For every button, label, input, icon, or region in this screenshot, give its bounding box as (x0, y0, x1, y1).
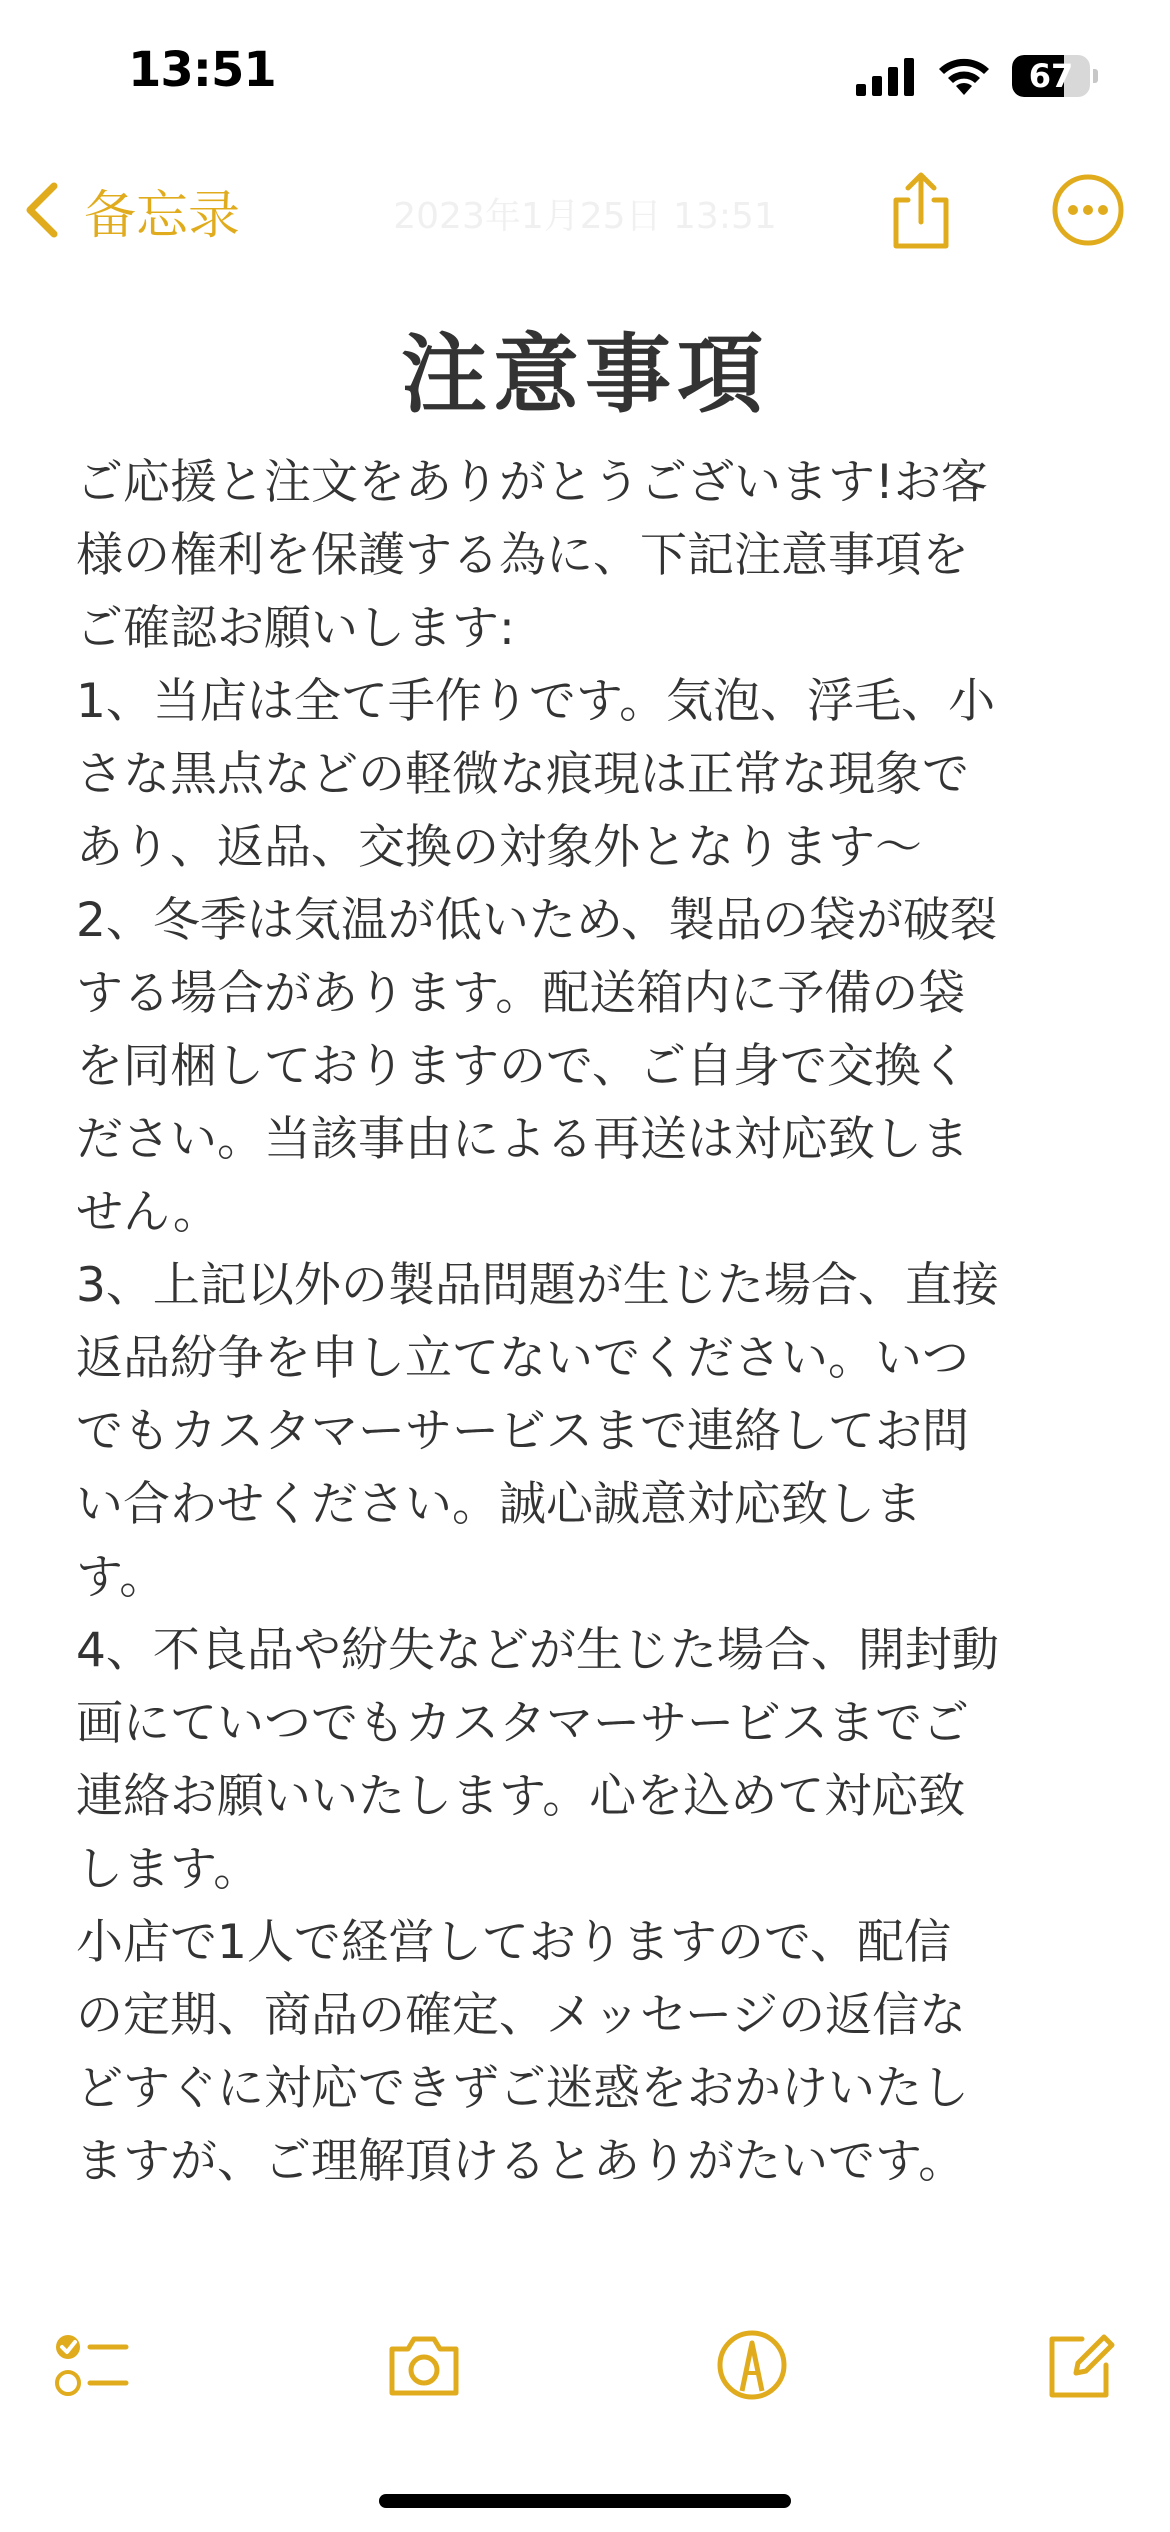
status-time: 13:51 (128, 42, 276, 98)
wifi-icon (936, 55, 992, 97)
more-icon (1050, 172, 1126, 248)
note-line: 様の権利を保護する為に、下記注意事項を (76, 528, 969, 583)
note-line: ご確認お願いします: (76, 601, 515, 656)
note-line: す。 (76, 1550, 167, 1605)
compose-button[interactable] (1040, 2325, 1120, 2405)
note-line: さな黒点などの軽微な痕現は正常な現象で (76, 747, 969, 802)
note-date: 2023年1月25日 13:51 (393, 196, 777, 237)
note-line: します。 (76, 1842, 261, 1897)
note-line: 小店で1人で経営しておりますので、配信 (76, 1915, 951, 1970)
note-line: 連絡お願いいたします。心を込めて対応致 (76, 1769, 966, 1824)
note-body[interactable] (76, 446, 1106, 2198)
note-line: ださい。当該事由による再送は対応致しま (76, 1112, 969, 1167)
cellular-signal-icon (856, 56, 916, 96)
more-button[interactable] (1050, 172, 1126, 248)
nav-bar (0, 150, 1170, 270)
note-line: 1、当店は全て手作りです。気泡、浮毛、小 (76, 674, 996, 729)
checklist-button[interactable] (52, 2325, 132, 2405)
camera-icon (384, 2325, 464, 2405)
back-label: 备忘录 (84, 185, 241, 246)
note-line: せん。 (76, 1185, 220, 1240)
bottom-toolbar (0, 2315, 1170, 2415)
note-line: でもカスタマーサービスまで連絡してお問 (76, 1404, 969, 1459)
checklist-icon (52, 2325, 132, 2405)
note-line: ますが、ご理解頂けるとありがたいです。 (76, 2134, 966, 2189)
battery-level: 67 (1028, 57, 1074, 95)
note-title[interactable]: 注意事項 (401, 325, 769, 425)
note-line: どすぐに対応できずご迷惑をおかけいたし (76, 2061, 969, 2116)
markup-button[interactable] (712, 2325, 792, 2405)
status-icons (856, 52, 1098, 100)
note-line: ご応援と注文をありがとうございます!お客 (76, 455, 988, 510)
note-line: の定期、商品の確定、メッセージの返信な (76, 1988, 967, 2043)
note-line: を同梱しておりますので、ご自身で交換く (76, 1039, 969, 1094)
battery-icon (1012, 55, 1098, 97)
chevron-left-icon (22, 180, 62, 240)
markup-icon (712, 2325, 792, 2405)
home-indicator[interactable] (379, 2494, 791, 2508)
note-line: 画にていつでもカスタマーサービスまでご (76, 1696, 969, 1751)
note-line: 3、上記以外の製品問題が生じた場合、直接 (76, 1258, 999, 1313)
share-button[interactable] (880, 170, 962, 252)
note-line: 返品紛争を申し立てないでください。いつ (76, 1331, 969, 1386)
compose-icon (1040, 2325, 1120, 2405)
camera-button[interactable] (384, 2325, 464, 2405)
note-line: する場合があります。配送箱内に予備の袋 (76, 966, 966, 1021)
note-line: 4、不良品や紛失などが生じた場合、開封動 (76, 1623, 999, 1678)
note-line: い合わせください。誠心誠意対応致しま (76, 1477, 922, 1532)
share-icon (880, 170, 962, 252)
status-bar (0, 0, 1170, 150)
back-button[interactable] (22, 170, 240, 250)
note-line: 2、冬季は気温が低いため、製品の袋が破裂 (76, 893, 998, 948)
note-line: あり、返品、交換の対象外となります～ (76, 820, 922, 875)
